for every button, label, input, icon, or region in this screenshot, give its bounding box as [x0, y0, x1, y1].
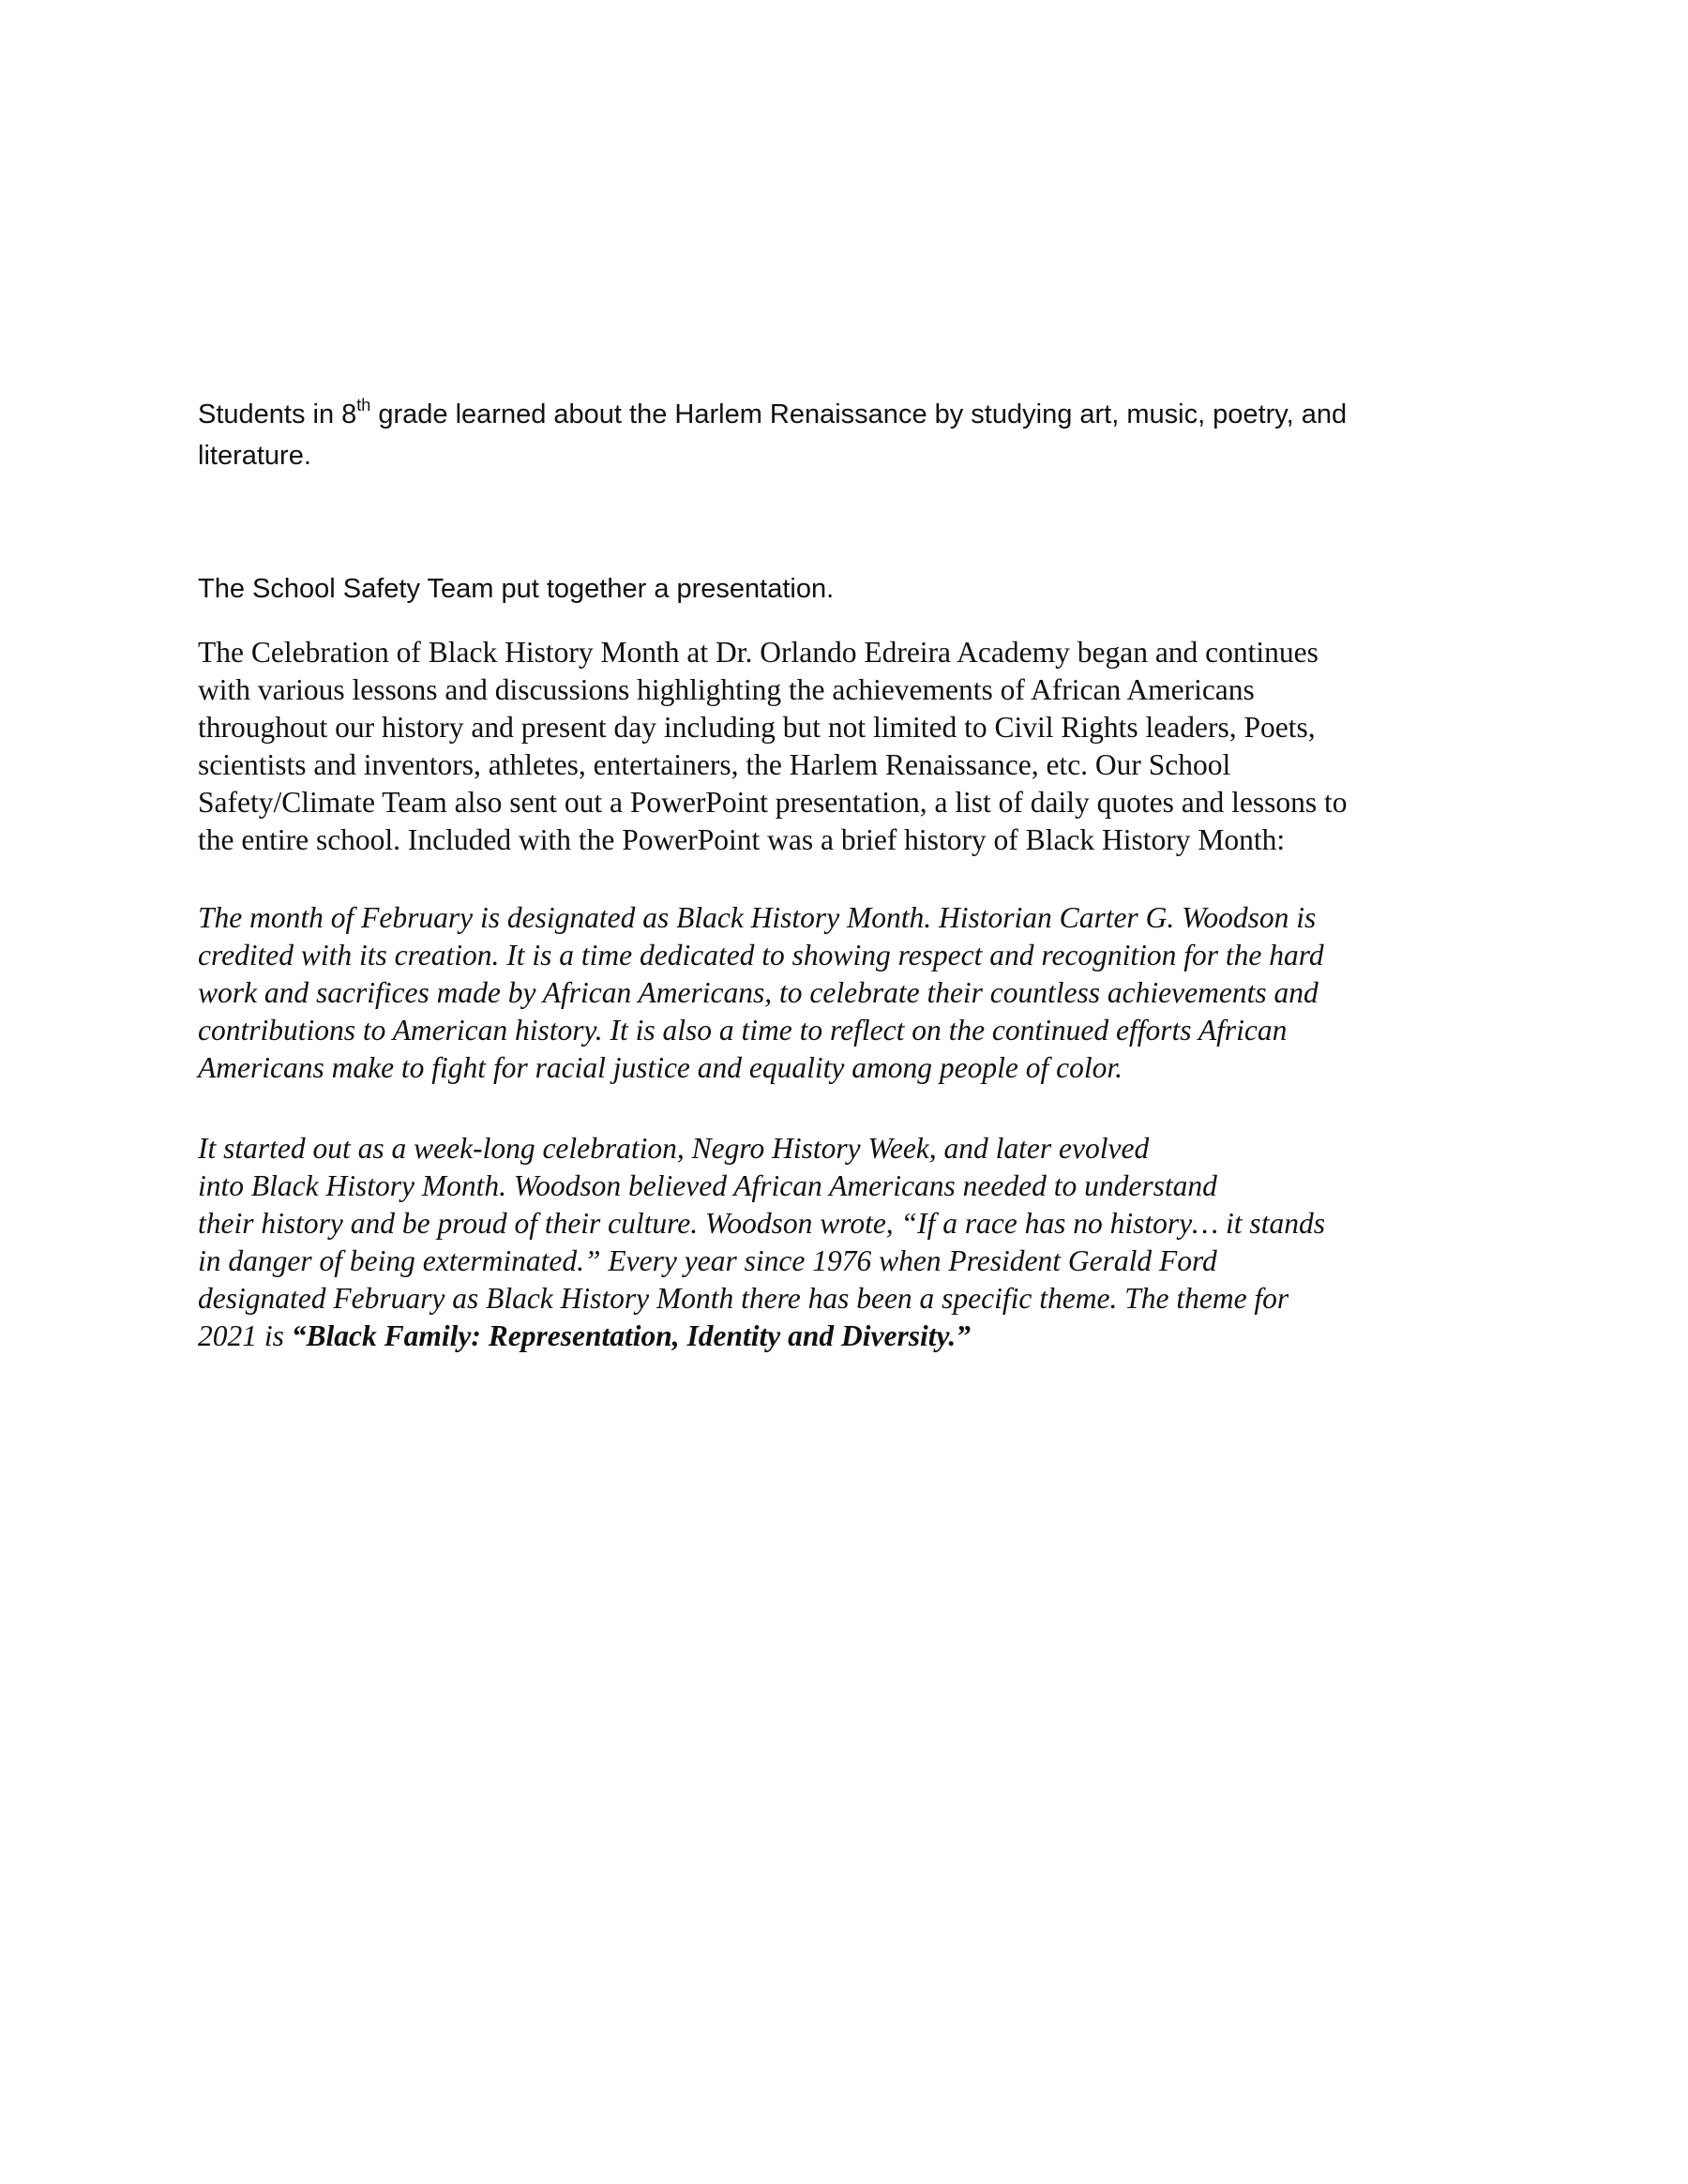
paragraph-line: work and sacrifices made by African Americans, to celebrate their countless achievements and [198, 976, 1319, 1009]
paragraph-line: contributions to American history. It is also a time to reflect on the continued efforts African [198, 1014, 1288, 1047]
paragraph-line: It started out as a week-long celebration, Negro History Week, and later evolved [198, 1132, 1150, 1165]
paragraph-line: The month of February is designated as Black History Month. Historian Carter G. Woodson is [198, 901, 1317, 934]
paragraph-line: with various lessons and discussions highlighting the achievements of African Americans [198, 673, 1255, 706]
text-run: 2021 is [198, 1319, 292, 1352]
paragraph-line: the entire school. Included with the PowerPoint was a brief history of Black History Month: [198, 823, 1286, 856]
paragraph-safety-team [198, 568, 1511, 610]
paragraph-line: The School Safety Team put together a presentation. [198, 574, 835, 604]
paragraph-line: in danger of being exterminated.” Every year since 1976 when President Gerald Ford [198, 1244, 1217, 1277]
paragraph-line [198, 1318, 1511, 1355]
superscript-ordinal: th [356, 396, 371, 415]
paragraph-line: credited with its creation. It is a time dedicated to showing respect and recognition for the hard [198, 939, 1324, 972]
paragraph-february-history [198, 899, 1511, 1087]
text-run: grade learned about the Harlem Renaissance by studying art, music, poetry, and [370, 399, 1348, 429]
paragraph-line: Safety/Climate Team also sent out a PowerPoint presentation, a list of daily quotes and lessons to [198, 786, 1348, 819]
text-run: Students in 8 [198, 399, 357, 429]
paragraph-line: designated February as Black History Month there has been a specific theme. The theme for [198, 1282, 1289, 1315]
paragraph-line: scientists and inventors, athletes, entertainers, the Harlem Renaissance, etc. Our School [198, 748, 1231, 781]
paragraph-celebration [198, 634, 1511, 859]
paragraph-line: throughout our history and present day including but not limited to Civil Rights leaders, Poets, [198, 711, 1316, 744]
paragraph-line [198, 394, 1511, 435]
theme-title: “Black Family: Representation, Identity and Diversity.” [291, 1319, 971, 1352]
paragraph-line: The Celebration of Black History Month at Dr. Orlando Edreira Academy began and continues [198, 636, 1319, 669]
paragraph-negro-history-week [198, 1130, 1511, 1355]
paragraph-line: into Black History Month. Woodson believed African Americans needed to understand [198, 1169, 1217, 1202]
paragraph-line: Americans make to fight for racial justice and equality among people of color. [198, 1051, 1123, 1084]
paragraph-line: their history and be proud of their culture. Woodson wrote, “If a race has no history… it stands [198, 1207, 1325, 1240]
paragraph-eighth-grade [198, 394, 1511, 476]
paragraph-line: literature. [198, 441, 311, 471]
